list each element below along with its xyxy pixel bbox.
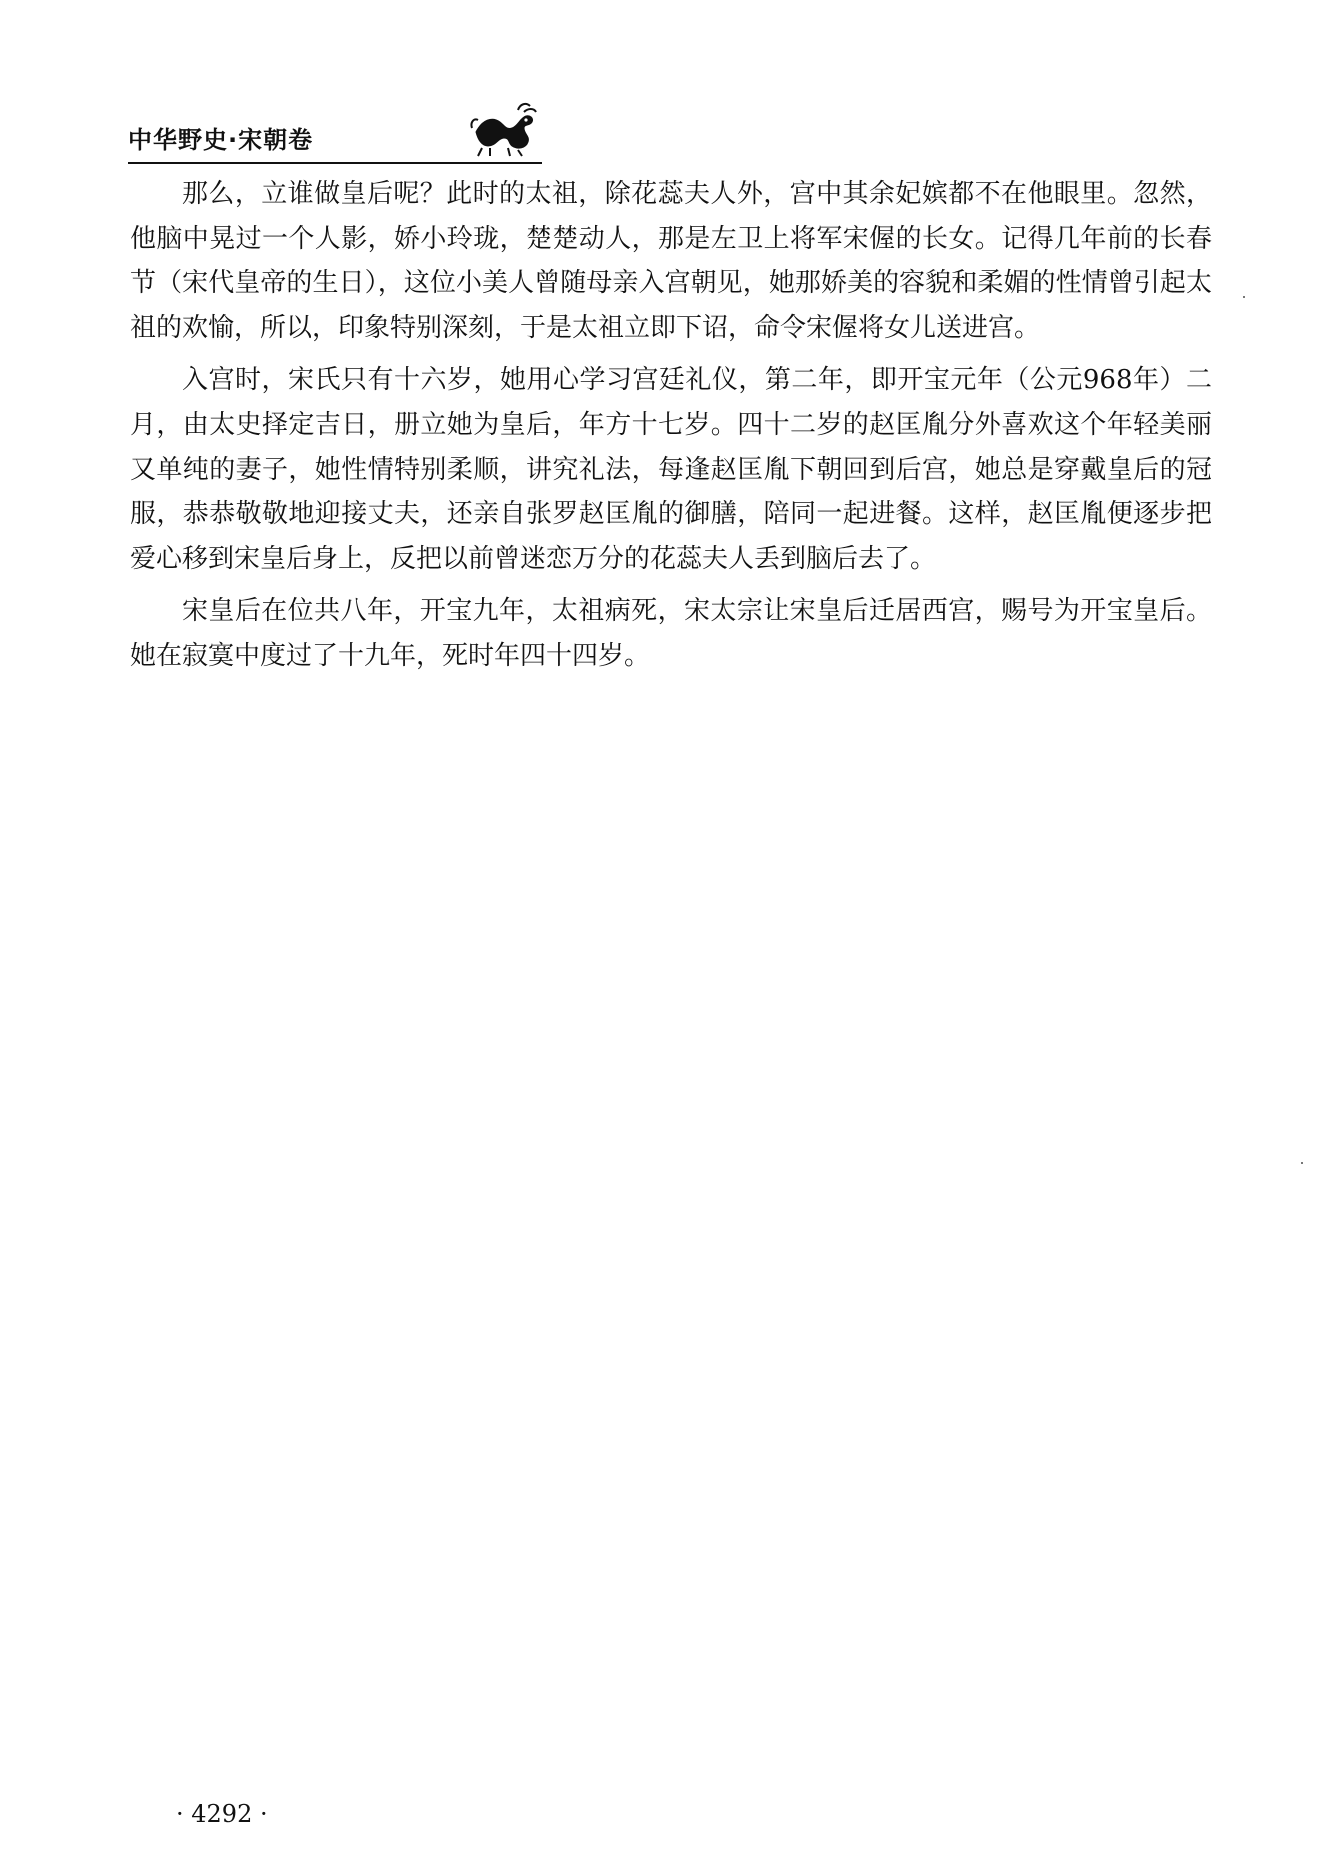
paragraph: 宋皇后在位共八年，开宝九年，太祖病死，宋太宗让宋皇后迁居西宫，赐号为开宝皇后。她在寂寞中度过了十九年，死时年四十四岁。 <box>130 596 1212 671</box>
running-header <box>128 112 540 164</box>
paragraph: 入宫时，宋氏只有十六岁，她用心学习宫廷礼仪，第二年，即开宝元年（公元968年）二月，由太史择定吉日，册立她为皇后，年方十七岁。四十二岁的赵匡胤分外喜欢这个年轻美丽又单纯的妻子，她性情特别柔顺，讲究礼法，每逢赵匡胤下朝回到后宫，她总是穿戴皇后的冠服，恭恭敬敬地迎接丈夫，还亲自张罗赵匡胤的御膳，陪同一起进餐。这样，赵匡胤便逐步把爱心移到宋皇后身上，反把以前曾迷恋万分的花蕊夫人丢到脑后去了。 <box>130 365 1212 574</box>
header-rule <box>128 162 542 164</box>
dragon-icon <box>468 98 540 158</box>
scan-speck <box>1301 1162 1303 1164</box>
page-number: · 4292 · <box>176 1800 268 1828</box>
main-text <box>130 172 1212 687</box>
scan-speck <box>1243 296 1245 298</box>
paragraph: 那么，立谁做皇后呢？此时的太祖，除花蕊夫人外，宫中其余妃嫔都不在他眼里。忽然，他脑中晃过一个人影，娇小玲珑，楚楚动人，那是左卫上将军宋偓的长女。记得几年前的长春节（宋代皇帝的生日），这位小美人曾随母亲入宫朝见，她那娇美的容貌和柔媚的性情曾引起太祖的欢愉，所以，印象特别深刻，于是太祖立即下诏，命令宋偓将女儿送进宫。 <box>130 179 1212 343</box>
running-header-title: 中华野史·宋朝卷 <box>128 126 314 154</box>
